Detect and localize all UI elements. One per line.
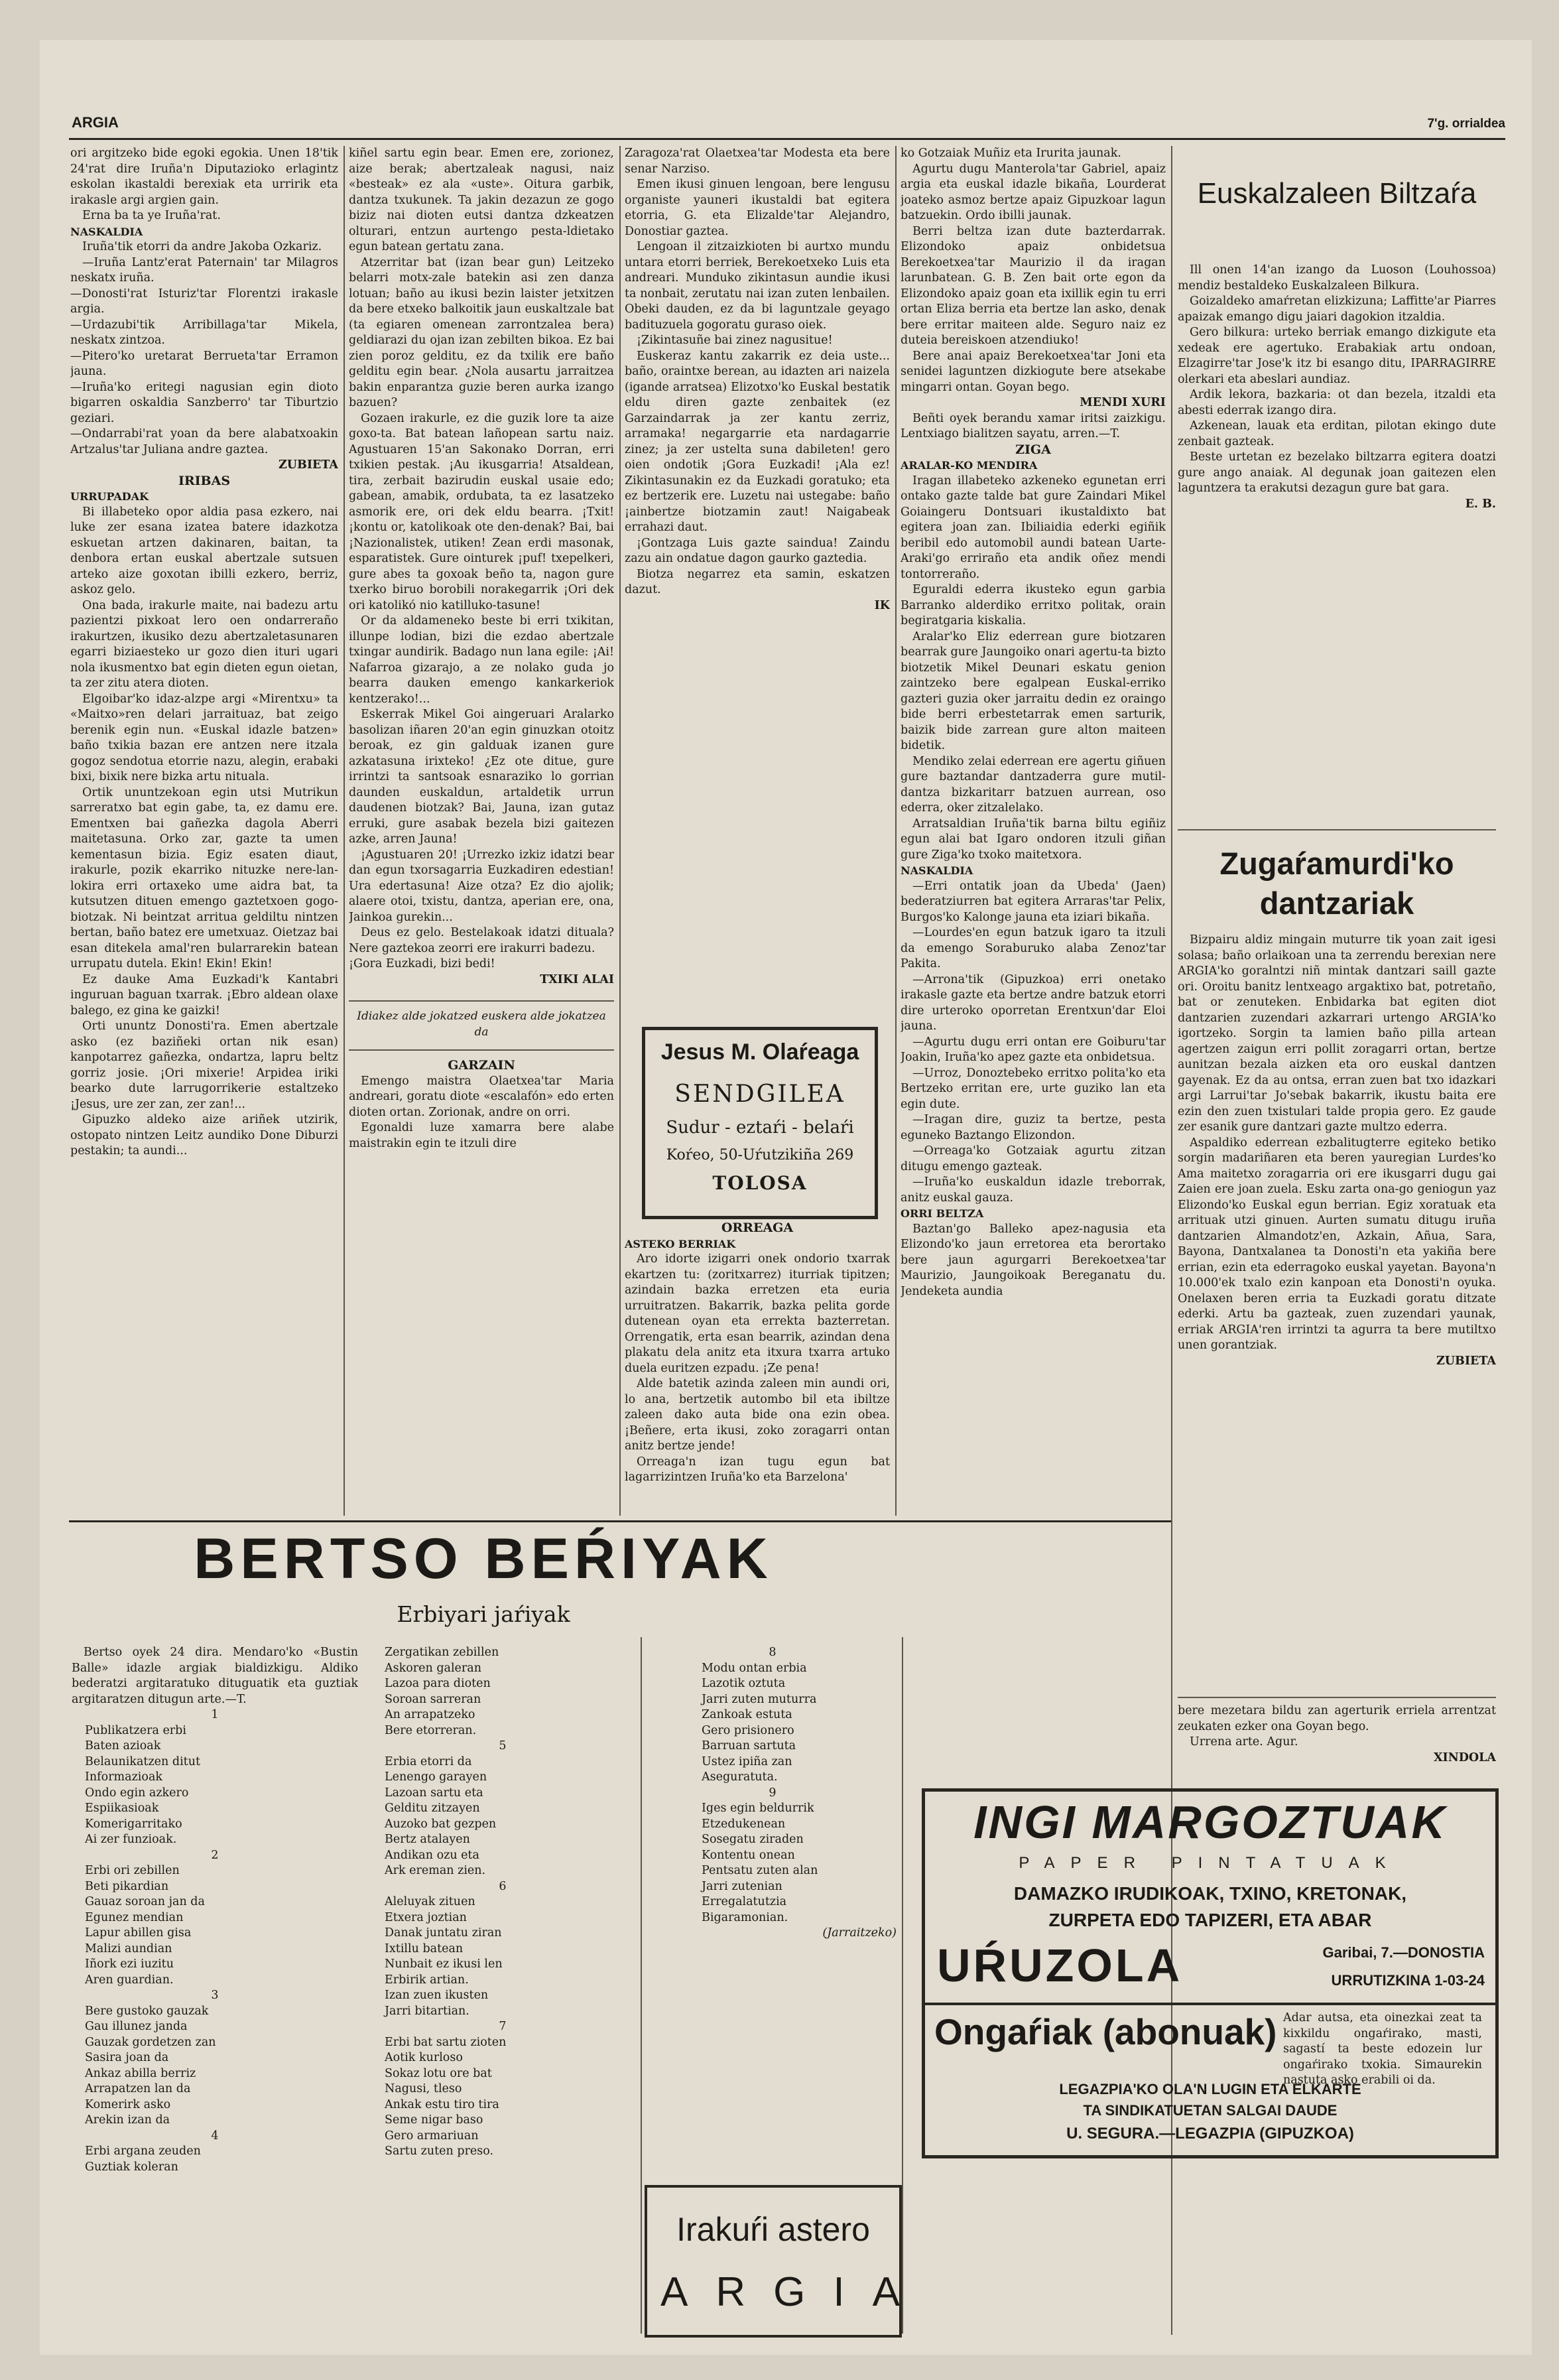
signature: IK [874, 598, 890, 612]
ad-brand-2: Ongaŕiak (abonuak) [934, 2011, 1277, 2052]
bertso-column-c [649, 1645, 897, 2149]
bertso-subtitle: Erbiyari jaŕiyak [397, 1601, 570, 1627]
verse: Erbi argana zeuden Guztiak koleran [85, 2145, 201, 2174]
paragraph: —Agurtu dugu erri ontan ere Goiburu'tar Joakin, Iruña'ko apez gazte eta onbidetsua. [901, 1035, 1166, 1064]
column-2-top [349, 146, 614, 995]
verse: Publikatzera erbi Baten azioak Belaunikatzen ditut Informazioak Ondo egin azkero Espiikasioak Komerigarritako Ai zer funzioak. [85, 1723, 201, 1846]
doctor-ad [642, 1027, 878, 1219]
verse-number: 1 [211, 1708, 219, 1721]
note: Idiakez alde jokatzed euskera alde jokatzea da [357, 1010, 606, 1039]
ad-line: DAMAZKO IRUDIKOAK, TXINO, KRETONAK, [1013, 1883, 1407, 1904]
paragraph: Gozaen irakurle, ez die guzik lore ta aize goxo-ta. Bat batean lañopean sartu naiz. Agustuaren 15'an Sakonako Dorran, erri txikien pestak. ¡Au ikusgarria! Atsaldean, tira, zerbait bazirudin euskal usaie edo; gabean, amabik, ordubata, ta ez lasatzeko asmorik ere, ori dek eldu bearra. ¡Txit! ¡kontu or, katolikoak ote den-denak? Bai, bai ¡Nazionalistek, utiken! Zean erdi masonak, esparatistek. Gure ointurek ¡puf! txepelkeri, gure abes ta goxoak beño ta, nagon gure txerko biruo borobili norakegarrik ¡Ori dek ori katolikó nio katilluko-tasune! [349, 411, 614, 612]
paragraph: Baztan'go Balleko apez-nagusia eta Elizondo'ko jaun erretorea eta berortako bere jaun agurgarri Berekoetxea'tar Maurizio, Jaungoikoak Bereganatu du. Jendeketa aundia [901, 1222, 1166, 1298]
paragraph: Euskeraz kantu zakarrik ez deia uste... baño, oraintxe berean, au idazten ari naizela (igande arratsea) Elizotxo'ko Euskal bestatik eldu diren gazte zenbaitek (ez Garzaindarrak ja zer kantu zerriz, arramaka! negargarrie eta nardagarrie zinez; ja zer ustelta suna dabileten! gero oien ondotik ¡Gora Euzkadi! ¡Ala ez! Zikintasunakin ez da Euzkadi goratuko; eta ez bertzerik ere. Luzetu nai ustegabe: baño ¡ainbertze biotzamin zaut! Naigabeak errahazi daut. [625, 349, 890, 534]
paragraph: Orti ununtz Donosti'ra. Emen abertzale asko (ez baziñeki ortan nik esan) kanpotarrez gañezka, ondartza, lapru beltz gorriz josie. ¡Ori mixerie! Arpidea iriki bearko dute larrugorrikerie estaltzeko ¡Jesus, ure zer zan, zer zan!... [70, 1020, 338, 1111]
signature: E. B. [1465, 497, 1496, 511]
paragraph: Agurtu dugu Manterola'tar Gabriel, apaiz argia eta euskal idazle bikaña, Lourderat joateko asmoz bertze apaiz Gipuzkoar lagun batzuekin. Ordo ibilli jaunak. [901, 162, 1166, 222]
column-1 [70, 146, 338, 1518]
verse: Erbi ori zebillen Beti pikardian Gauaz soroan jan da Egunez mendian Lapur abillen gisa Malizi aundian Iñork ezi iuzitu Aren guardian. [85, 1864, 205, 1987]
paragraph: Eskerrak Mikel Goi aingeruari Aralarko basolizan iñaren 20'an egin ginuzkan otoitz beroak, ez gin galduak izanen gure azkatasuna irixteko! ¿Ez ote ditue, gure irrintzi ta santsoak esnaraziko lo gorrian daunden euskaldun, artaldetik urrun daudenen biotzak? Bai, Jauna, izan gutaz erruki, gure asabak bezela bizi gaitezen azke, arren Jauna! [349, 708, 614, 846]
ad-brand: UŔUZOLA [937, 1940, 1183, 1991]
paragraph: Eguraldi ederra ikusteko egun garbia Barranko alderdiko erritxo politak, orain begiratgaria kiskalia. [901, 583, 1166, 628]
signature: XINDOLA [1433, 1751, 1496, 1764]
argia-promo [645, 2185, 928, 2338]
paragraph: bere mezetara bildu zan agerturik erriela arrentzat zeukaten ezker ona Goyan bego. [1178, 1704, 1496, 1733]
verse: Zergatikan zebillen Askoren galeran Lazoa para dioten Soroan sarreran An arrapatzeko Bere etorreran. [385, 1646, 499, 1737]
verse-number: 5 [499, 1739, 507, 1752]
paragraph: —Iragan dire, guziz ta bertze, pesta eguneko Baztango Elizondon. [901, 1113, 1166, 1142]
paragraph: Ona bada, irakurle maite, nai badezu artu pazientzi pixkoat lero oen ondarreraño irakurtzen, ikusiko dezu abertzaletasunaren egarri biziaesteko ur gozo dien ituri ugari nola ikusmentxo bat egin dieten egun oietan, ta zer zitu atera dioten. [70, 598, 338, 690]
paragraph: —Urroz, Donoztebeko erritxo polita'ko eta Bertzeko erritan ere, urte guziko lan eta egin dute. [901, 1066, 1166, 1111]
paragraph: Bere anai apaiz Berekoetxea'tar Joni eta senidei laguntzen dizkiogute bere atsekabe mingarri ontan. Goyan bego. [901, 349, 1166, 394]
paragraph: ¡Agustuaren 20! ¡Urrezko izkiz idatzi bear dan egun txorsagarria Euzkadiren edestian! Ura edertasuna! Aize otza? Ez dio ajolik; alaere otoi, txistu, dantza, aperian ere, ona, Jainkoa gurekin... [349, 848, 614, 924]
paragraph: Egonaldi luze xamarra bere alabe maistrakin egin te itzuli dire [349, 1121, 614, 1150]
paragraph: Ardik lekora, bazkaria: ot dan bezela, itzaldi eta abesti ederrak izango dira. [1178, 388, 1496, 417]
article-title-dantzariak: Zugaŕamurdi'ko dantzariak [1219, 846, 1454, 921]
paragraph: Atzerritar bat (izan bear gun) Leitzeko belarri motx-zale batekin asi zen danza lotuan; baño au ikusi bezin laister jetxitzen da bere etxeko balkoitik jaun euskaltzale bat (ta egiaren omenean zarrontzalea bera) geldiarazi du ojan izan zebilten bikoa. Ez bai zien poroz gelditu, ez da txilik ere baño gelditu egin bear. ¿Nola ausartu jarraitzea bakin enparantza guzie beren aurka izango bazuen? [349, 255, 614, 409]
paragraph: kiñel sartu egin bear. Emen ere, zorionez, aize berak; abertzaleak nagusi, naiz «besteak» ez ala «uste». Oitura garbik, dantza txukunek. Ta jakin dezazun ze gogo biziz nai dioten eutsi dantza dzkeatzen olturari, entzun aurtengo pesta-ldietako egun batean gertatu zana. [349, 147, 614, 253]
article-title: ORREAGA [721, 1221, 794, 1235]
ad-address: Garibai, 7.—DONOSTIA [1322, 1944, 1485, 1961]
column-2-bottom [349, 1058, 614, 1516]
promo-brand: ARGIA [660, 2269, 928, 2315]
paragraph: Gipuzko aldeko aize ariñek utzirik, ostopato nintzen Leitz aundiko Done Diburzi pestakin; ta aundi... [70, 1113, 338, 1157]
ad-specialty: Sudur - eztaŕi - belaŕi [666, 1118, 854, 1138]
verse-number: 7 [499, 2020, 507, 2033]
paragraph: Lengoan il zitzaizkioten bi aurtxo mundu untara etorri berriek, Berekoetxeko Luis eta andreari. Munduko zikintasun aundie ikusi ta nonbait, zerutatu nai izan zuten lenbailen. Obeki dauden, ez da bi laguntzale geyago badituzuela gogoratu guraso oiek. [625, 240, 890, 332]
paragraph: —Arrona'tik (Gipuzkoa) erri onetako irakasle gazte eta bertze andre batzuk etorri dire urteroko oporretan Erentxun'dar Eloi jauna. [901, 972, 1166, 1033]
paragraph: ¡Zikintasuñe bai zinez nagusitue! [637, 334, 833, 347]
bertso-intro: Bertso oyek 24 dira. Mendaro'ko «Bustin Balle» idazle argiak bialdizkigu. Aldiko bederatzi argitaratuko dituguatik eta guztiak argitaratzen ditugun arte.—T. [72, 1646, 358, 1706]
header-rule [69, 138, 1505, 140]
ad-line: LEGAZPIA'KO OLA'N LUGIN ETA ELKARTE [1059, 2081, 1361, 2097]
ad-rule [925, 2003, 1495, 2005]
verse-number: 8 [769, 1646, 777, 1659]
paragraph: Biotza negarrez eta samin, eskatzen dazut. [625, 567, 890, 596]
masthead-title: ARGIA [72, 114, 119, 131]
paragraph: Orreaga'n izan tugu egun bat lagarrizintzen Iruña'ko eta Barzelona' [625, 1455, 890, 1484]
paragraph: —Iruña'ko euskaldun idazle treborrak, anitz euskal gauza. [901, 1175, 1166, 1205]
section-rule [69, 1520, 1171, 1522]
section-heading: NASKALDIA [70, 225, 143, 238]
paragraph: Bi illabeteko opor aldia pasa ezkero, nai luke zer esana izatea batere idazkotza eskuetan artzen dakinaren, baitan, ta denbora ertan euskal abertzale sutsuen arteko aize goxotan ibilli ezkero, berriz, askoz gelo. [70, 505, 338, 596]
column-5-middle [1178, 933, 1496, 1686]
bertso-column-b [371, 1645, 634, 2335]
verse-number: 6 [499, 1879, 507, 1893]
section-heading: ORRI BELTZA [901, 1207, 984, 1220]
paragraph: Emengo maistra Olaetxea'tar Maria andreari, goratu diote «escalafón» edo erten dioten ortan. Zorionak, andre on orri. [349, 1074, 614, 1119]
article-title: IRIBAS [178, 473, 231, 488]
column-3-bottom [625, 1221, 890, 1519]
verse-number: 4 [211, 2129, 219, 2143]
paragraph: Goizaldeko amaŕretan elizkizuna; Laffitte'ar Piarres apaizak emango digu jaiari dagokion itzaldia. [1178, 295, 1496, 324]
section-heading: ARALAR-KO MENDIRA [901, 459, 1038, 472]
paragraph: —Lourdes'en egun batzuk igaro ta itzuli da emengo Soraburuko alaba Zenoz'tar Pakita. [901, 926, 1166, 970]
bertso-title: BERTSO BEŔIYAK [194, 1527, 773, 1591]
ad-line: U. SEGURA.—LEGAZPIA (GIPUZKOA) [1066, 2125, 1354, 2143]
column-3-top [625, 146, 890, 1020]
paragraph: Ortik ununtzekoan egin utsi Mutrikun sarreratxo bat egin gabe, ta, ez damu ere. Ementxen bai gañezka dagola Aberri maitetasuna. Orko zar, gazte ta umen kementasun bizia. Egiz esaten diaut, irakurle, pozik ekarriko nituzke nere-lan-lokira erri ortaxeko ume aidra bat, ta kutsutzen dituen emengo gaztetxoen gogo-biotzak. Ni beintzat arritua geldiltu nintzen bertan, baño batez ere umetxuaz. Oietzaz bai esan ditekela amal'ren bularrarekin batean urrupatu dutela. Ekin! Ekin! Ekin! [70, 785, 338, 970]
ad-title: INGI MARGOZTUAK [973, 1796, 1447, 1848]
verse-number: 2 [211, 1848, 219, 1862]
paragraph: Aro idorte izigarri onek ondorio txarrak ekartzen tu: (zoritxarrez) iturriak tipitzen; azindain bazka erretzen eta euria urruitratzen. Bakarrik, bazka pelita gorde dutenean oyan eta errekta bazterretan. Orrengatik, erta esan bearrik, azindan dena plakatu dela anitz eta itxura txarra artuko duela euritzen ezpadu. ¡Ze pena! [625, 1252, 890, 1375]
section-heading: URRUPADAK [70, 490, 149, 503]
ad-line: TA SINDIKATUETAN SALGAI DAUDE [1083, 2102, 1338, 2119]
paragraph: Arratsaldian Iruña'tik barna biltu egiñiz egun alai bat Igaro ondoren itzuli giñan gure Ziga'ko txoko maitetxora. [901, 817, 1166, 862]
rule [349, 1049, 614, 1051]
verse: Erbia etorri da Lenengo garayen Lazoan sartu eta Gelditu zitzayen Auzoko bat gezpen Bertz atalayen Andikan ozu eta Ark ereman zien. [385, 1754, 497, 1877]
article-title: GARZAIN [448, 1058, 515, 1073]
paragraph: Elgoibar'ko idaz-alzpe argi «Mirentxu» ta «Maitxo»ren delari jarraituaz, bat zeigo berenik egin nun. «Euskal idazle batzen» baño txikia bazan ere antzen nere itzala gogoz sendotua etorrie nazu, alegin, erabaki bixi, bixik nere bizka artu nituala. [70, 692, 338, 783]
signature: ZUBIETA [1436, 1354, 1496, 1368]
ad-subtitle: PAPER PINTATUAK [1019, 1854, 1402, 1872]
paragraph: —Iruña Lantz'erat Paternain' tar Milagros neskatx iruña. —Donosti'rat Isturiz'tar Florentzi irakasle argia. —Urdazubi'tik Arribillaga'tar Mikela, neskatx zintzoa. —Pitero'ko uretarat Berrueta'tar Erramon jauna. —Iruña'ko eritegi nagusian egin dioto bigarren oskaldia Sanzberro' tar Tiburtzio geziari. —Ondarrabi'rat yoan da bere alabatxoakin Artzalus'tar Juliana andre gaztea. [70, 255, 338, 456]
paragraph: Bizpairu aldiz mingain muturre tik yoan zait igesi solasa; baño orlaikoan una ta zerrendu berexian nere ARGIA'ko goralntzi niñ mintak dantzari saill gazte ori. Oroitu banitz lentxeago argaktixo bat, potretaño, bat or zenuteken. Enbidarka bat egiten diot dantzarien zuzendari azkarrari urtengo ARGIA'ko igortzeko. Sorgin ta lamien baño pilla artean agertzen zaigun erri pollit zoragarri ortan, bertze aunitzan bezala aizken eta oro euskal dantzen gayenak. Ez da au ontsa, erran zuen bat txo idazkari argi Larrui'tar Jo'sebak bakarrik, ikustu baita ere ezin den zuen txistulari talde propia gero. Ez gaude zer esanik gure dantzari gazte multzo ederra. [1178, 933, 1496, 1134]
paragraph: —Orreaga'ko Gotzaiak agurtu zitzan ditugu emengo gazteak. [901, 1144, 1166, 1173]
article-title: ZIGA [1015, 442, 1051, 457]
paragraph: Zaragoza'rat Olaetxea'tar Modesta eta bere senar Narziso. [625, 147, 890, 176]
page-number: 7'g. orrialdea [1427, 117, 1505, 131]
verse: Iges egin beldurrik Etzedukenean Sosegatu ziraden Kontentu onean Pentsatu zuten alan Jarri zutenian Erregalatutzia Bigaramonian. [702, 1802, 818, 1924]
column-rule [895, 146, 897, 1516]
signature: ZUBIETA [279, 458, 338, 472]
paragraph: Ill onen 14'an izango da Luoson (Louhossoa) mendiz bestaldeko Euskalzaleen Bilkura. [1178, 263, 1496, 293]
paragraph: Deus ez gelo. Bestelakoak idatzi dituala? Nere gaztekoa zeorri ere irakurri badezu. ¡Gora Euzkadi, bizi bedi! [349, 926, 614, 970]
paragraph: ¡Gontzaga Luis gazte saindua! Zaindu zazu ain ondatue dagon gaurko gaztedia. [625, 536, 890, 565]
signature: MENDI XURI [1080, 396, 1166, 409]
promo-line: Irakuŕi astero [676, 2211, 870, 2248]
ad-title: SENDGILEA [674, 1081, 845, 1108]
column-rule [641, 1637, 642, 2334]
paragraph: Mendiko zelai ederrean ere agertu giñuen gure baztandar dantzaderra gure mutil-dantza bizkaritarr batzuen aurrean, oso ederra, oker zitzalelako. [901, 754, 1166, 815]
paragraph: ori argitzeko bide egoki egokia. Unen 18'tik 24'rat dire Iruña'n Diputazioko erlagintz eskolan ikastaldi berexiak eta urririk eta irakasle argi argien gain. [70, 147, 338, 207]
verse: Bere gustoko gauzak Gau illunez janda Gauzak gordetzen zan Sasira joan da Ankaz abilla berriz Arrapatzen lan da Komerirk asko Arekin izan da [85, 2004, 216, 2127]
paragraph: Iragan illabeteko azkeneko egunetan erri ontako gazte talde bat gure Zaindari Mikel Goiaingeru Dontsuari ikustaldixto bat egitera joan zan. Ibiliaidia ederki egiñik beribil edo automobil aundi batean Uarte-Araki'go erriraño eta andik oñez mendi tontorreraño. [901, 474, 1166, 581]
ad-name: Jesus M. Olaŕeaga [660, 1039, 859, 1065]
paragraph: Beste urtetan ez bezelako biltzarra egitera doatzi gure ango anaiak. Al degunak joan gaitezen elen laguntzera ta erakutsi dezagun gure bat gara. [1178, 450, 1496, 495]
paragraph: Aralar'ko Eliz ederrean gure biotzaren bearrak gure Jaungoiko onari agertu-ta bizto biotzetik Mikel Deunari eskatu genion zaintzeko bere egalpean Euskal-erriko gazteri guzia oker jarraitu dedin ez oraingo bide berri erbestetarrak emen sarturik, baizik bide zarrean gure alton maiteen bidetik. [901, 629, 1166, 752]
newspaper-page [40, 40, 1532, 2355]
column-4 [901, 146, 1166, 2070]
wallpaper-ad [922, 1788, 1499, 2158]
section-heading: ASTEKO BERRIAK [625, 1237, 736, 1250]
paragraph: Iruña'tik etorri da andre Jakoba Ozkariz. [82, 240, 322, 253]
paragraph: Gero bilkura: urteko berriak emango dizkigute eta xedeak ere agertuko. Erabakiak artu ondoan, Elzagirre'tar Jose'k itz bi esango ditu, IPARRAGIRRE olerkari eta abeslari aundiaz. [1178, 326, 1496, 386]
section-heading: NASKALDIA [901, 864, 973, 877]
ad-phone: URRUTIZKINA 1-03-24 [1331, 1972, 1485, 1989]
rule [1178, 1697, 1496, 1698]
column-rule [619, 146, 621, 1516]
column-5-top [1178, 263, 1496, 846]
paragraph: ko Gotzaiak Muñiz eta Irurita jaunak. [901, 147, 1121, 160]
paragraph: Berri beltza izan dute bazterdarrak. Elizondoko apaiz onbidetsua Berekoetxea'tar Maurizio il da iragan larunbatean. G. B. Zen bait orte egon da Elizondoko apaiz goan eta ixillik egin tu erri ortan Eliza berria eta bertze lan asko, denak bere erritar maiteen alde. Seguro naiz ez duteia bereiskoen atzendiuko! [901, 224, 1166, 347]
paragraph: Beñti oyek berandu xamar iritsi zaizkigu. Lentxiago bialitzen sayatu, arren.—T. [901, 411, 1166, 440]
rule [1178, 829, 1496, 830]
column-rule [902, 1637, 903, 2334]
ad-line: ZURPETA EDO TAPIZERI, ETA ABAR [1048, 1910, 1372, 1930]
continued-note: (Jarraitzeko) [822, 1926, 897, 1940]
paragraph: Emen ikusi ginuen lengoan, bere lengusu organiste yauneri ikustaldi bat egitera etorria, G. eta Elizalde'tar Alejandro, Donostiar gaztea. [625, 178, 890, 238]
paragraph: Azkenean, lauak eta erditan, pilotan ekingo dute zenbait gazteak. [1178, 419, 1496, 448]
bertso-column-a [72, 1645, 358, 2335]
column-5-bottom [1178, 1703, 1496, 1788]
ad-city: TOLOSA [712, 1172, 808, 1194]
verse: Modu ontan erbia Lazotik oztuta Jarri zuten muturra Zankoak estuta Gero prisionero Barruan sartuta Ustez ipiña zan Aseguratuta. [702, 1661, 817, 1784]
paragraph: Aspaldiko ederrean ezbalitugterre egiteko betiko sorgin madariñaren eta beren yauregian Lurdes'ko Ama maitetxo zoragarria ori ere ikusgarri dugu gai Zaien ere joan zuela. Esku zarta ona-go geniogun yaz Elizondo'ko Euskal egun berrian. Egiz xoratuak eta arrituak utzi ginuen. Aurten sumatu ditugu iruña dantzarien Almandotz'en, Azkain, Añua, Sara, Bayona, Dantxalanea ta Donosti'n eta yakiña bere errian, ezin eta ederragoko euskal yayetan. Bayona'n 10.000'ek txalo ezin kanpoan eta Donosti'n oyuka. Onelaxen beren erria ta Euzkadi goratu ditzate ederki. Artu ba gazteak, zuen zuzendari yaunak, erriak ARGIA'ren irrintzi ta agurra ta bere mutiltxo unen gorantziak. [1178, 1136, 1496, 1352]
signature: TXIKI ALAI [540, 972, 614, 986]
rule [349, 1000, 614, 1002]
paragraph: Alde batetik azinda zaleen min aundi ori, lo ana, bertzetik autombo bil eta ibiltze zaleen dako auta bide ona ezin obea. ¡Beñere, erta ikusi, zoko zoragarri ontan anitz bertze jende! [625, 1377, 890, 1453]
verse: Aleluyak zituen Etxera joztian Danak juntatu ziran Ixtillu batean Nunbait ez ikusi len Erbirik artian. Izan zuen ikusten Jarri bitartian. [385, 1895, 503, 2018]
verse: Erbi bat sartu zioten Aotik kurloso Sokaz lotu ore bat Nagusi, tleso Ankak estu tiro tira Seme nigar baso Gero armariuan Sartu zuten preso. [385, 2035, 507, 2158]
paragraph: —Erri ontatik joan da Ubeda' (Jaen) bederatziurren bat egitera Arraras'tar Pelix, Burgos'ko Kalonge jauna eta iziari bikaña. [901, 879, 1166, 924]
ad-text: Adar autsa, eta oinezkai zeat ta kixkildu ongaŕirako, masti, sagastí ta beste edozein lur ongaŕirako txokia. Simaurekin nastuta asko erabili oi da. [1283, 2011, 1482, 2087]
column-rule [343, 146, 345, 1516]
article-title-biltzarra: Euskalzaleen Biltzaŕa [1197, 177, 1477, 210]
paragraph: Ez dauke Ama Euzkadi'k Kantabri inguruan baguan txarrak. ¡Ebro aldean olaxe balego, ez gina ke gaizki! [70, 972, 338, 1018]
paragraph: Erna ba ta ye Iruña'rat. [82, 209, 221, 222]
paragraph: Urrena arte. Agur. [1190, 1735, 1298, 1749]
verse-number: 3 [211, 1989, 219, 2002]
ad-address: Koŕeo, 50-Uŕutzikiña 269 [666, 1147, 854, 1163]
verse-number: 9 [769, 1786, 777, 1800]
paragraph: Or da aldameneko beste bi erri txikitan, illunpe lodian, bizi die ezdao abertzale txingar aundirik. Badago nun lana egile: ¡Ai! Nafarroa gizarajo, a ze nolako guda jo bearra dauken emengo kankarkeriok kentzerako!... [349, 614, 614, 706]
